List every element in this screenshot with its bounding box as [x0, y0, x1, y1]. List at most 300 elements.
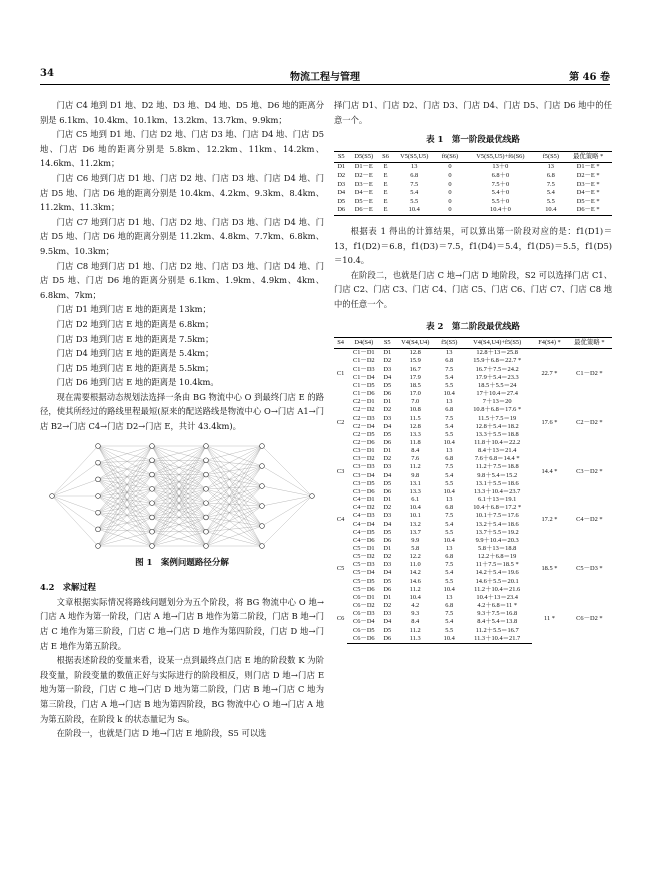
para-d2: 门店 D2 地到门店 E 地的距离是 6.8km； — [56, 318, 214, 329]
table1-header-cell: V5(S5,U5)+f6(S6) — [463, 151, 537, 163]
table2-cell: C3－D6 — [352, 487, 375, 495]
table2-cell: 11.3＋10.4＝21.7 — [462, 635, 532, 644]
table1-cell: E — [383, 189, 388, 197]
table2-cell: C3－D4 — [352, 471, 375, 479]
table2-cell: 16.7 — [409, 365, 421, 373]
table2-cell: 10.8＋6.8＝17.6 * — [473, 406, 522, 414]
table2-cell: 18.5 — [409, 381, 421, 389]
table2-cell: 4.2＋6.8＝11 * — [477, 602, 518, 610]
table2-cell: C4－D3 — [352, 512, 375, 520]
table2-state-cell: C6 — [336, 614, 345, 622]
table2-cell: D6 — [383, 390, 392, 398]
route-edge — [52, 479, 98, 496]
table1-cell: 7.5 — [410, 180, 419, 188]
table2-optimal-value: 17.2 * — [541, 516, 558, 524]
table2-cell: D2 — [383, 357, 392, 365]
node-circle — [260, 443, 265, 448]
table1-row — [334, 181, 612, 190]
table2-cell: 12.8＋5.4＝18.2 — [475, 422, 519, 430]
route-edge — [206, 486, 262, 532]
route-edge — [206, 466, 262, 517]
table2-cell: D4 — [383, 569, 392, 577]
table2-cell: 10.1 — [409, 512, 421, 520]
journal-title: 物流工程与管理 — [290, 72, 360, 83]
table2-cell: 12.2＋6.8＝19 — [478, 553, 517, 561]
table2-optimal-value: 14.4 * — [541, 467, 558, 475]
table2-header-cell: f5(S5) — [436, 338, 462, 349]
table2-cell: C1－D3 — [352, 365, 375, 373]
node-circle — [96, 543, 101, 548]
table1-cell: 13 — [411, 163, 418, 171]
table1-cell: 6.8 — [546, 171, 555, 179]
para-route: 现在需要根据动态规划法选择一条由 BG 物流中心 O 到最终门店 E 的路径，使其所经过的路线里程最短(原来的配送路线是物流中心 O→门店 A1→门店 B2→门店 C4→门店 D2→门店 E，共计 43.4km)。 — [40, 391, 324, 432]
table2-optimal-strategy: C4－D2 * — [576, 516, 603, 524]
route-edge — [206, 486, 262, 489]
node-circle — [204, 543, 209, 548]
table1-cell: D4－E — [354, 189, 373, 197]
table2-cell: 11.2 — [409, 626, 421, 634]
table2-cell: C5－D2 — [352, 553, 375, 561]
table2-cell: 5.5 — [445, 528, 454, 536]
node-circle — [150, 529, 155, 534]
node-circle — [150, 458, 155, 463]
table1-cell: D5－E * — [576, 197, 600, 205]
table1-cell: D4 — [337, 189, 346, 197]
table2-state-cell: C4 — [336, 516, 345, 524]
table2-cell: 7.5 — [445, 365, 454, 373]
table2-cell: 10.8 — [409, 406, 421, 414]
table1-cell: D1－E — [354, 163, 373, 171]
table2-cell: 9.9＋10.4＝20.3 — [475, 536, 519, 544]
table2-cell: 10.4 — [409, 504, 421, 512]
table2-cell: C5－D6 — [352, 585, 375, 593]
table2-cell: 14.6 — [409, 577, 421, 585]
table1-cell: E — [383, 163, 388, 171]
table2-cell: 17＋10.4＝27.4 — [476, 390, 518, 398]
table1-cell: 0 — [448, 197, 452, 205]
para-c8: 门店 C8 地到门店 D1 地、门店 D2 地、门店 D3 地、门店 D4 地、门店 D5 地、门店 D6 地的距离分别是 6.1km、1.9km、4.9km、4km、6.8km、7km； — [40, 260, 324, 300]
table2-optimal-value: 11 * — [544, 614, 555, 622]
table2-cell: D5 — [383, 381, 392, 389]
table2-optimal-strategy: C3－D2 * — [576, 467, 603, 475]
table2-header-cell: S5 — [380, 338, 394, 349]
table1-cell: 0 — [448, 171, 452, 179]
table1-cell: E — [383, 180, 388, 188]
para-variables: 根据表述阶段的变量来看，设某一点到最终点门店 E 地的阶段数 K 为阶段变量，阶段变量的数值正好与实际进行的阶段相反，则门店 D 地→门店 E 地为第一阶段，门店 C 地→门店 D 地为第二阶段，门店 B 地→门店 C 地为第三阶段，门店 A 地→门店 B 地为第四阶段，BG 物流中心 O 地→门店 A 地为第五阶段，在阶段 k 的状态量记为 Sₖ。 — [40, 655, 324, 724]
table2-cell: C4－D6 — [352, 536, 375, 544]
table2-cell: 13.3＋10.4＝23.7 — [474, 487, 521, 495]
table2-cell: 6.8 — [445, 455, 454, 463]
table2-cell: C1－D5 — [352, 381, 375, 389]
table2-cell: 7.5 — [445, 414, 454, 422]
table2-cell: 6.8 — [445, 504, 454, 512]
table2-cell: D4 — [383, 422, 392, 430]
table2-cell: C1－D6 — [352, 390, 375, 398]
para-d3: 门店 D3 地到门店 E 地的距离是 7.5km； — [56, 333, 214, 344]
table2-cell: 13.1＋5.5＝18.6 — [475, 479, 519, 487]
table2-cell: 11.2＋7.5＝18.8 — [475, 463, 519, 471]
table2-cell: C6－D1 — [352, 593, 375, 601]
table2-cell: 12.8 — [409, 422, 421, 430]
table2-cell: D5 — [383, 528, 392, 536]
node-circle — [204, 458, 209, 463]
table1-cell: 0 — [448, 189, 452, 197]
route-edge — [52, 496, 98, 513]
para-d6: 门店 D6 地到门店 E 地的距离是 10.4km。 — [56, 377, 219, 388]
table1-cell: D2－E — [354, 171, 373, 179]
path-decomposition-figure — [40, 440, 324, 552]
table2-cell: D6 — [383, 585, 392, 593]
table2-cell: 5.4 — [445, 618, 454, 626]
node-circle — [96, 527, 101, 532]
table2-cell: 5.4 — [445, 569, 454, 577]
node-circle — [204, 515, 209, 520]
table1-row — [334, 163, 612, 172]
table2-cell: C4－D2 — [352, 504, 375, 512]
table2-cell: 13.3 — [409, 430, 421, 438]
para-result-1: 根据表 1 得出的计算结果，可以算出第一阶段对应的是：f1(D1)＝13，f1(D2)＝6.8，f1(D3)＝7.5，f1(D4)＝5.4，f1(D5)＝5.5，f1(D5)＝10.4。 — [334, 225, 612, 266]
table2-header-cell: S4 — [334, 338, 347, 349]
node-circle — [96, 443, 101, 448]
table2-cell: 7.0 — [411, 398, 420, 406]
table1-cell: E — [383, 171, 388, 179]
table2-cell: C6－D2 — [352, 602, 375, 610]
table2-cell: C6－D4 — [352, 618, 375, 626]
para-c5: 门店 C5 地到 D1 地、门店 D2 地、门店 D3 地、门店 D4 地、门店 D5 地、门店 D6 地的距离分别是 5.8km、12.2km、11km、14.2km、14.6km、11.2km； — [40, 129, 324, 169]
table2-cell: 11.3 — [394, 635, 436, 644]
table2-cell: 5.4 — [445, 422, 454, 430]
right-column — [334, 98, 612, 644]
table-stage-two — [334, 337, 612, 644]
table1-cell: D2 — [337, 171, 346, 179]
node-circle — [96, 477, 101, 482]
table2-cell: 5.4 — [445, 520, 454, 528]
table2-cell: 13 — [446, 398, 453, 406]
table2-cell: 8.4＋13＝21.4 — [478, 447, 517, 455]
route-edge — [206, 446, 262, 489]
route-edge — [98, 446, 152, 460]
table2-cell: 6.8 — [445, 553, 454, 561]
route-edge — [206, 526, 262, 546]
table1-header-cell: D5(S5) — [348, 151, 379, 163]
route-edge — [52, 446, 98, 496]
route-edge — [206, 446, 262, 460]
table2-cell: 7＋13＝20 — [482, 398, 512, 406]
table2-cell: C1－D2 — [352, 357, 375, 365]
table2-cell: 7.6＋6.8＝14.4 * — [474, 455, 520, 463]
table1-cell: 10.4 — [392, 206, 437, 215]
table2-cell: 8.4 — [411, 618, 420, 626]
table1-cell: 13 — [547, 163, 554, 171]
table2-cell: 7.5 — [445, 512, 454, 520]
route-edge — [206, 460, 262, 506]
table1-cell: 5.5 — [410, 197, 419, 205]
table2-state-cell: C3 — [336, 467, 345, 475]
node-circle — [96, 493, 101, 498]
node-circle — [310, 493, 315, 498]
route-edge — [206, 446, 262, 486]
table2-cell: D2 — [383, 602, 392, 610]
table2-cell: 5.4 — [445, 471, 454, 479]
table2-cell: 11.2 — [409, 463, 421, 471]
route-edge — [98, 460, 152, 496]
node-circle — [204, 472, 209, 477]
node-circle — [150, 515, 155, 520]
table2-cell: 7.6 — [411, 455, 420, 463]
route-edge — [52, 496, 98, 546]
table1-cell: D6－E — [348, 206, 379, 215]
table2-cell: 6.8 — [445, 602, 454, 610]
table2-cell: C2－D1 — [352, 398, 375, 406]
para-d4: 门店 D4 地到门店 E 地的距离是 5.4km； — [56, 348, 214, 359]
table2-cell: D4 — [383, 618, 392, 626]
table2-cell: 11.2 — [409, 585, 421, 593]
table2-cell: 11.0 — [409, 561, 421, 569]
route-edge — [98, 531, 152, 545]
para-stage-two: 在阶段二，也就是门店 C 地→门店 D 地阶段，S2 可以选择门店 C1、门店 C2、门店 C3、门店 C4、门店 C5、门店 C6、门店 C7、门店 C8 地中的任意一个。 — [334, 269, 612, 309]
volume-label: 第 46 卷 — [569, 72, 610, 83]
table2-cell: 13.1 — [409, 479, 421, 487]
table2-cell: C2－D4 — [352, 422, 375, 430]
route-edge — [98, 479, 152, 531]
para-d1: 门店 D1 地到门店 E 地的距离是 13km； — [56, 304, 211, 315]
table2-caption: 表 2 第二阶段最优线路 — [426, 321, 520, 332]
table1-cell: D6 — [334, 206, 348, 215]
route-edge — [98, 460, 152, 479]
table2-cell: C3－D3 — [352, 463, 375, 471]
table2-cell: 14.6＋5.5＝20.1 — [475, 577, 519, 585]
table2-optimal-strategy: C1－D2 * — [576, 369, 603, 377]
table2-state-cell: C2 — [336, 418, 345, 426]
table2-cell: 11.2＋10.4＝21.6 — [474, 585, 521, 593]
node-circle — [204, 529, 209, 534]
table1-cell: 5.5 — [546, 197, 555, 205]
table2-cell: 12.2 — [409, 553, 421, 561]
table2-cell: 9.3 — [411, 610, 420, 618]
table2-cell: 14.2 — [409, 569, 421, 577]
para-select-d: 择门店 D1、门店 D2、门店 D3、门店 D4、门店 D5、门店 D6 地中的任意一个。 — [334, 100, 612, 125]
table2-cell: 13 — [446, 545, 453, 552]
table2-cell: D5 — [383, 626, 392, 634]
table2-cell: 9.8＋5.4＝15.2 — [477, 471, 518, 479]
table2-cell: 11＋7.5＝18.5 * — [475, 561, 519, 569]
route-edge — [206, 503, 262, 506]
table1-cell: E — [379, 206, 392, 215]
table1-cell: 5.4＋0 — [491, 189, 510, 197]
table2-cell: 13.2 — [409, 520, 421, 528]
table2-cell: D6 — [380, 635, 394, 644]
route-edge — [206, 466, 262, 546]
table1-cell: D2－E * — [576, 171, 600, 179]
table2-cell: 10.4 — [443, 487, 455, 495]
table2-cell: 16.7＋7.5＝24.2 — [475, 365, 519, 373]
table1-cell: 6.8 — [410, 171, 419, 179]
table2-cell: C5－D4 — [352, 569, 375, 577]
route-edge — [262, 496, 312, 526]
table2-cell: 10.4＋6.8＝17.2 * — [473, 504, 522, 512]
table2-cell: C3－D2 — [352, 455, 375, 463]
table2-cell: C5－D1 — [352, 545, 375, 552]
route-edge — [262, 486, 312, 496]
table2-cell: D2 — [383, 504, 392, 512]
table2-cell: 11.8＋10.4＝22.2 — [474, 438, 521, 446]
route-edge — [206, 446, 262, 526]
table2-cell: C2－D2 — [352, 406, 375, 414]
table2-cell: D5 — [383, 430, 392, 438]
table2-cell: C6－D3 — [352, 610, 375, 618]
node-circle — [260, 483, 265, 488]
table2-cell: D2 — [383, 406, 392, 414]
table2-cell: 17.0 — [409, 390, 421, 398]
table2-cell: 7.5 — [445, 610, 454, 618]
node-circle — [204, 443, 209, 448]
header-rule — [40, 84, 610, 85]
para-d5: 门店 D5 地到门店 E 地的距离是 5.5km； — [56, 362, 214, 373]
table2-cell: D1 — [383, 496, 392, 504]
table2-cell: 10.4＋13＝23.4 — [476, 593, 518, 601]
table2-cell: 9.8 — [411, 471, 420, 479]
table2-cell: D1 — [383, 447, 392, 455]
table1-cell: E — [383, 197, 388, 205]
table2-cell: C5－D5 — [352, 577, 375, 585]
table1-header-cell: S5 — [334, 151, 348, 163]
route-edge — [206, 446, 262, 517]
route-edge — [98, 479, 152, 489]
table2-cell: C2－D5 — [352, 430, 375, 438]
table2-header-cell: F4(S4) * — [532, 338, 566, 349]
route-edge — [206, 466, 262, 489]
node-circle — [150, 486, 155, 491]
table2-cell: 15.9 — [409, 357, 421, 365]
table2-cell: 13.2＋5.4＝18.6 — [475, 520, 519, 528]
table2-cell: 13 — [446, 496, 453, 504]
table2-cell: C4－D4 — [352, 520, 375, 528]
table2-optimal-value: 18.5 * — [541, 565, 558, 573]
table2-cell: 10.4 — [443, 390, 455, 398]
table2-cell: D5 — [383, 577, 392, 585]
table1-cell: 0 — [448, 180, 452, 188]
table2-cell: 10.4 — [443, 536, 455, 544]
route-edge — [98, 503, 152, 513]
page-number: 34 — [40, 68, 54, 79]
table2-cell: 10.4 — [409, 593, 421, 601]
table2-cell: D1 — [383, 398, 392, 406]
table2-cell: 5.5 — [445, 430, 454, 438]
table2-cell: D1 — [383, 349, 392, 357]
table2-header-cell: D4(S4) — [347, 338, 380, 349]
route-edge — [206, 506, 262, 546]
node-circle — [204, 500, 209, 505]
route-edge — [98, 529, 152, 531]
table2-cell: 4.2 — [411, 602, 420, 610]
table2-cell: 7.5 — [445, 463, 454, 471]
table2-cell: 5.8 — [411, 545, 420, 552]
node-circle — [260, 543, 265, 548]
table2-cell: C6－D6 — [347, 635, 380, 644]
node-circle — [204, 486, 209, 491]
route-edge — [98, 489, 152, 546]
route-edge — [206, 466, 262, 503]
para-c6: 门店 C6 地到门店 D1 地、门店 D2 地、门店 D3 地、门店 D4 地、门店 D5 地、门店 D6 地的距离分别是 10.4km、4.2km、9.3km、8.4km、11.2km、11.3km； — [40, 172, 324, 213]
table1-cell: 5.5＋0 — [491, 197, 510, 205]
table1-header-cell: f6(S6) — [436, 151, 463, 163]
table2-cell: 12.8 — [409, 349, 421, 357]
node-circle — [150, 500, 155, 505]
table2-cell: 13.3＋5.5＝18.8 — [475, 430, 519, 438]
table2-cell: 8.4＋5.4＝13.8 — [477, 618, 518, 626]
table2-cell: C3－D5 — [352, 479, 375, 487]
route-edge — [98, 479, 152, 546]
route-edge — [206, 474, 262, 545]
table2-cell: C2－D6 — [352, 438, 375, 446]
table2-cell: 11.2＋5.5＝16.7 — [475, 626, 519, 634]
table2-cell: 11.5 — [409, 414, 421, 422]
table2-state-cell: C5 — [336, 565, 345, 573]
table2-state-cell: C1 — [336, 369, 345, 377]
table1-row — [334, 172, 612, 181]
table1-cell: D1 — [337, 163, 346, 171]
table2-cell: 6.1 — [411, 496, 420, 504]
table1-cell: D6－E * — [564, 206, 612, 215]
para-stages: 文章根据实际情况将路线问题划分为五个阶段，将 BG 物流中心 O 地→门店 A 地作为第一阶段，门店 A 地→门店 B 地作为第二阶段，门店 B 地→门店 C 地作为第三阶段，门店 C 地→门店 D 地作为第四阶段，门店 D 地→门店 E 地作为第五阶段。 — [40, 596, 324, 651]
route-edge — [206, 474, 262, 505]
table2-cell: C6－D5 — [352, 626, 375, 634]
table2-cell: 10.1＋7.5＝17.6 — [475, 512, 519, 520]
table2-cell: D2 — [383, 455, 392, 463]
node-circle — [50, 493, 55, 498]
table2-cell: D6 — [383, 536, 392, 544]
table2-cell: D2 — [383, 553, 392, 561]
route-edge — [206, 474, 262, 485]
table1-cell: D3 — [337, 180, 346, 188]
table1-cell: 0 — [448, 163, 452, 171]
table1-header-cell: S6 — [379, 151, 392, 163]
network-graph — [40, 440, 324, 552]
table1-row — [334, 198, 612, 207]
node-circle — [150, 443, 155, 448]
table2-cell: D4 — [383, 471, 392, 479]
table2-optimal-value: 17.6 * — [541, 418, 558, 426]
table2-cell: C4－D5 — [352, 528, 375, 536]
para-c4: 门店 C4 地到 D1 地、D2 地、D3 地、D4 地、D5 地、D6 地的距离分别是 6.1km、10.4km、10.1km、13.2km、13.7km、9.9km； — [40, 100, 324, 125]
table2-optimal-strategy: C2－D2 * — [576, 418, 603, 426]
node-circle — [260, 463, 265, 468]
table2-cell: 8.4 — [411, 447, 420, 455]
table2-cell: 11.5＋7.5＝19 — [478, 414, 517, 422]
table1-cell: 13＋0 — [492, 163, 509, 171]
section-heading: 4.2 求解过程 — [40, 582, 96, 593]
table2-header-cell: 最优策略 * — [567, 338, 612, 349]
table1-header-cell: V5(S5,U5) — [392, 151, 437, 163]
table1-cell: D5 — [337, 197, 346, 205]
route-edge — [98, 446, 152, 489]
table2-cell: 13 — [446, 447, 453, 455]
route-edge — [98, 496, 152, 532]
route-edge — [262, 446, 312, 496]
table2-cell: 13.7 — [409, 528, 421, 536]
table2-cell: 17.9 — [409, 373, 421, 381]
table2-cell: D1 — [383, 545, 392, 552]
table2-cell: 5.5 — [445, 577, 454, 585]
table2-cell: 5.8＋13＝18.8 — [478, 545, 517, 552]
table2-cell: 13 — [446, 349, 453, 357]
table1-header-cell: 最优策略 * — [564, 151, 612, 163]
table2-cell: 7.5 — [445, 561, 454, 569]
figure-caption: 图 1 案例问题路径分解 — [135, 557, 229, 568]
table2-cell: D3 — [383, 512, 392, 520]
node-circle — [96, 510, 101, 515]
table1-cell: 10.4 — [537, 206, 564, 215]
